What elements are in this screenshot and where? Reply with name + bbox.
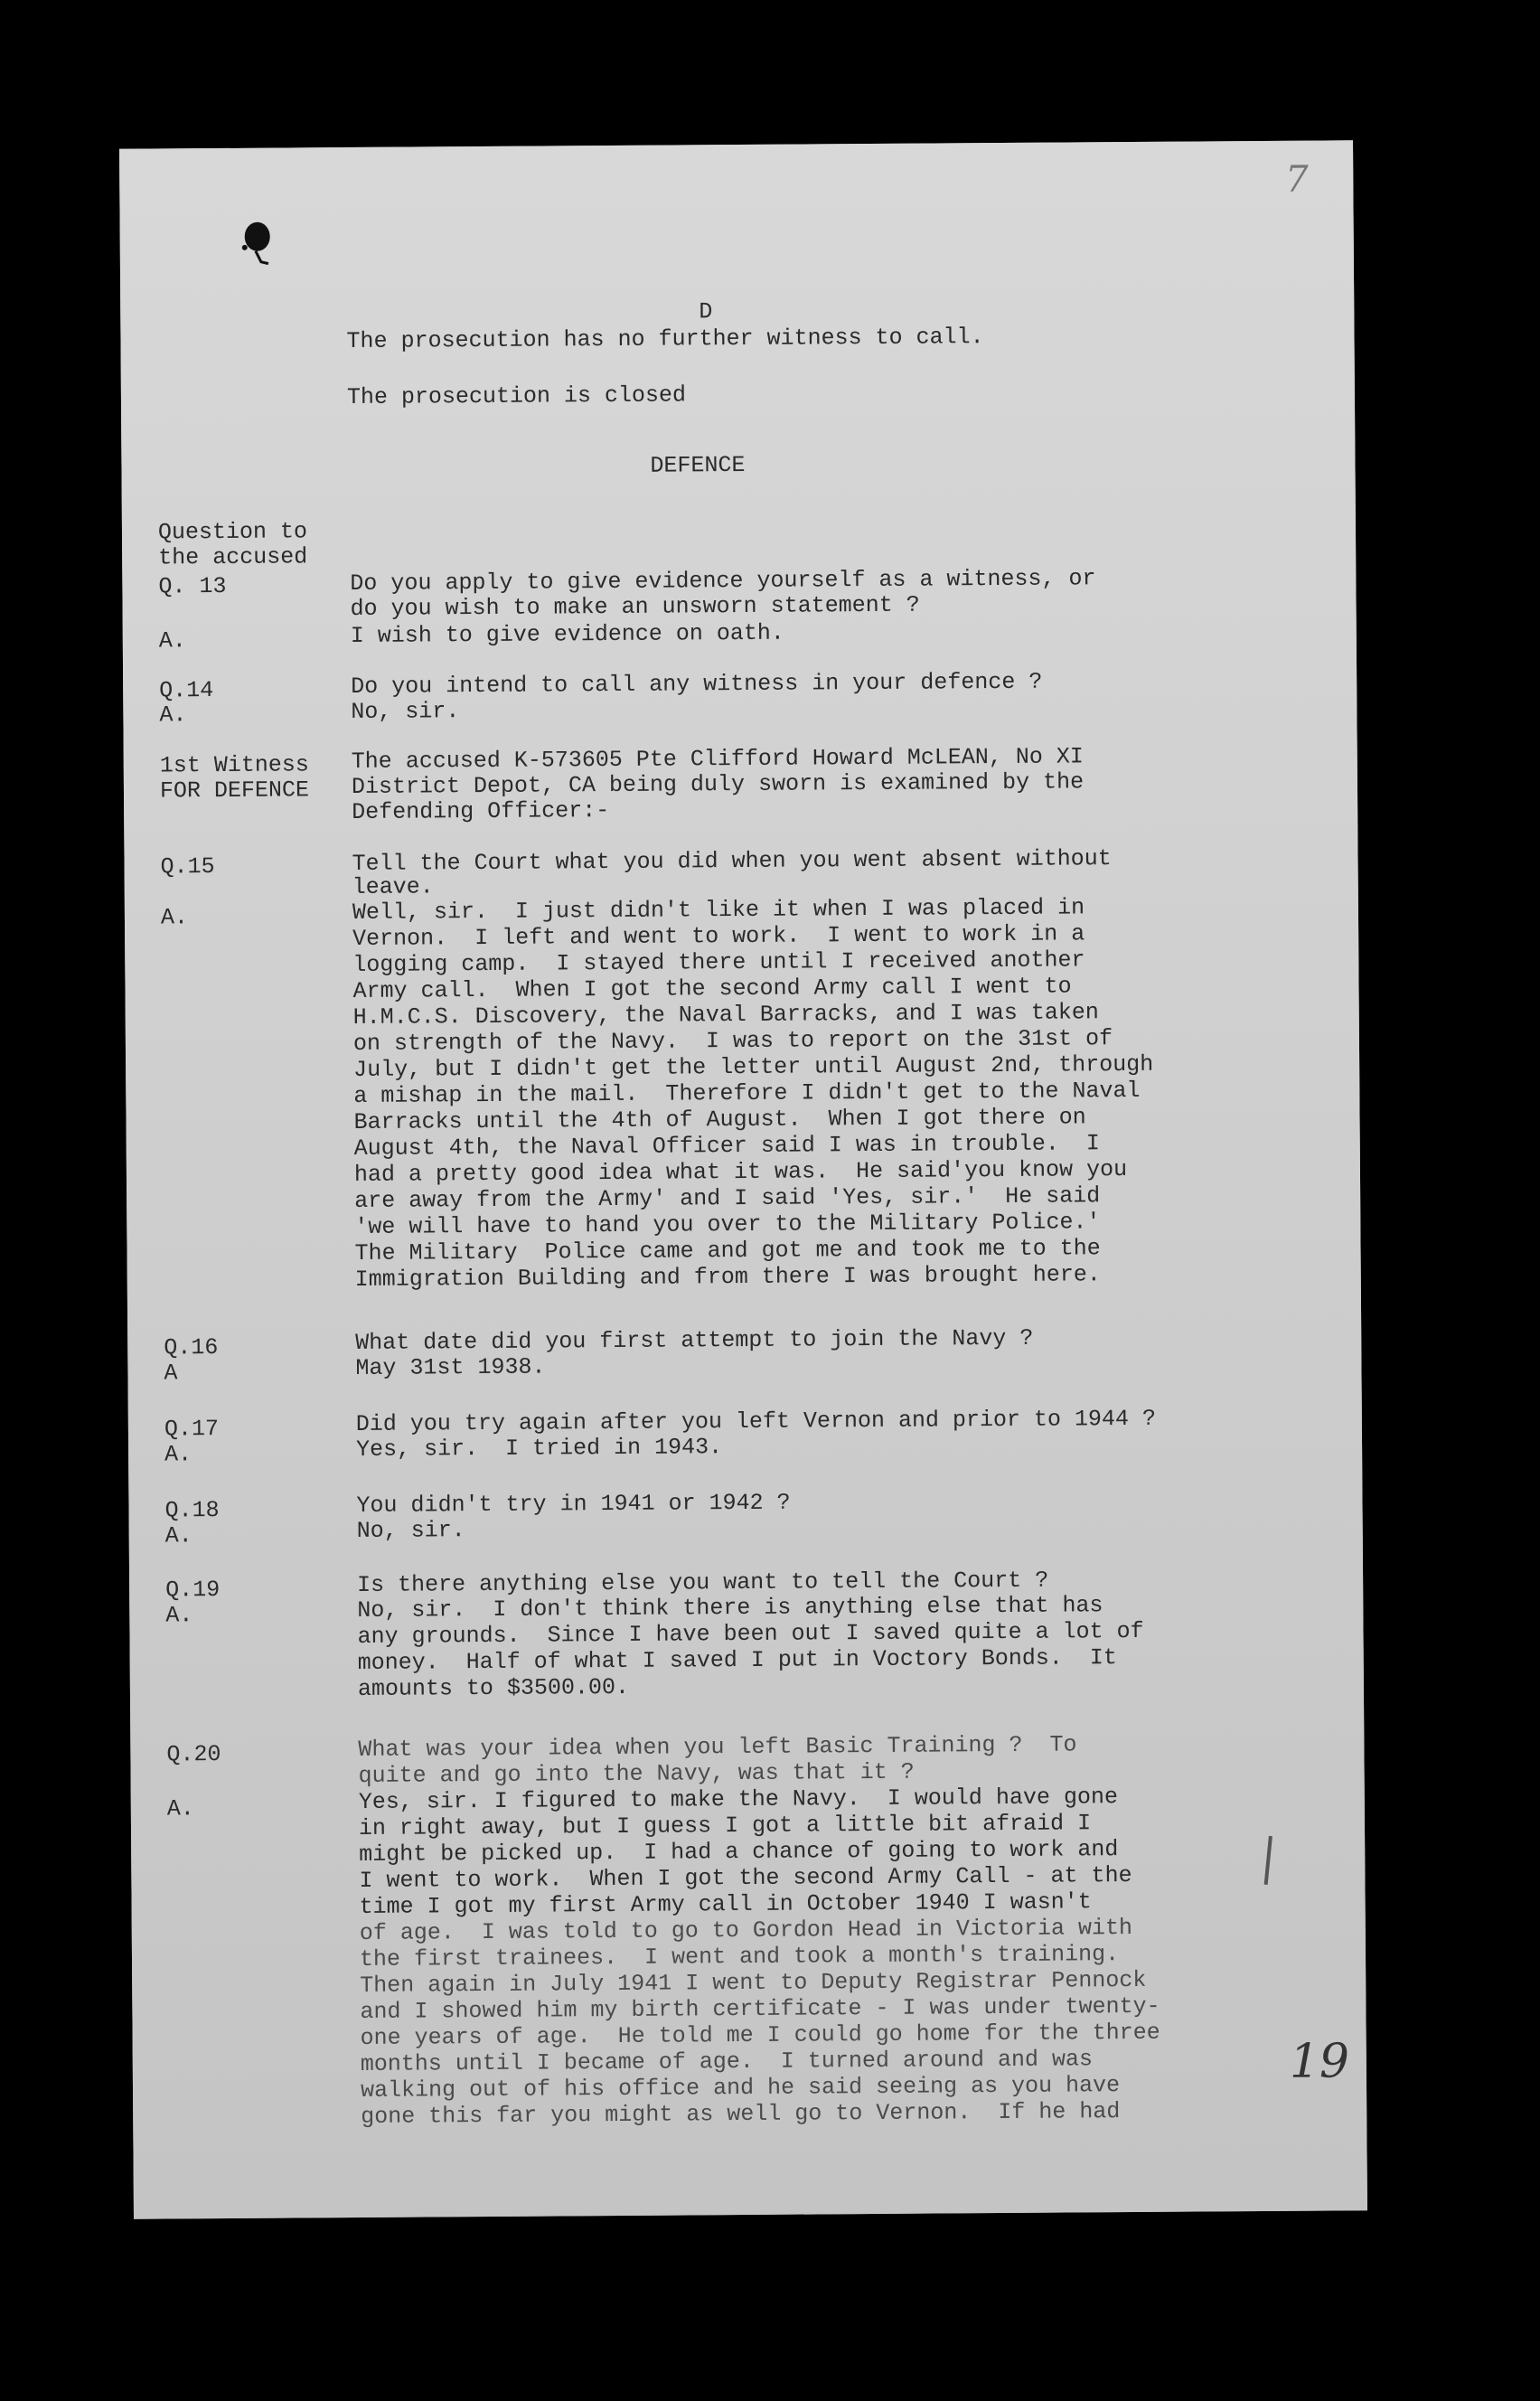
answer-text: I went to work. When I got the second Army Call - at the bbox=[359, 1862, 1132, 1894]
answer-text: time I got my first Army call in October 1940 I wasn't bbox=[359, 1888, 1092, 1920]
page-mark: 7 bbox=[1285, 158, 1309, 201]
question-text: Do you intend to call any witness in your defence ? bbox=[351, 668, 1043, 701]
question-text: do you wish to make an unsworn statement ? bbox=[350, 591, 920, 623]
intro-line-2: The prosecution is closed bbox=[346, 381, 687, 411]
question-text: Tell the Court what you did when you went absent without bbox=[352, 845, 1112, 878]
answer-text: on strength of the Navy. I was to report on the 31st of bbox=[352, 1025, 1113, 1058]
margin-label: FOR DEFENCE bbox=[159, 777, 310, 805]
ink-blot-icon bbox=[238, 221, 274, 266]
answer-text: No, sir. I don't think there is anything else that has bbox=[357, 1592, 1103, 1624]
question-text: leave. bbox=[352, 873, 434, 901]
margin-label: 1st Witness bbox=[159, 751, 309, 779]
margin-label: A. bbox=[159, 701, 187, 729]
answer-text: July, but I didn't get the letter until August 2nd, through bbox=[353, 1050, 1154, 1084]
margin-label: Q.16 bbox=[164, 1334, 219, 1361]
answer-text: logging camp. I stayed there until I received another bbox=[352, 946, 1085, 979]
answer-text: H.M.C.S. Discovery, the Naval Barracks, and I was taken bbox=[352, 999, 1099, 1031]
margin-label: the accused bbox=[158, 543, 308, 571]
margin-label: A. bbox=[164, 1441, 192, 1468]
answer-text: Vernon. I left and went to work. I went to work in a bbox=[352, 920, 1085, 953]
margin-label: Q.15 bbox=[160, 853, 215, 880]
handwritten-page-number: 19 bbox=[1289, 2034, 1350, 2089]
question-text: Do you apply to give evidence yourself as a witness, or bbox=[350, 565, 1096, 598]
answer-text: No, sir. bbox=[351, 698, 460, 726]
answer-text: Well, sir. I just didn't like it when I was placed in bbox=[352, 894, 1085, 927]
margin-label: Q. 13 bbox=[158, 572, 227, 600]
margin-label: Q.19 bbox=[165, 1577, 221, 1604]
answer-text: one years of age. He told me I could go home for the three bbox=[360, 2019, 1160, 2051]
answer-text: in right away, but I guess I got a little bit afraid I bbox=[358, 1810, 1092, 1841]
answer-text: 'we will have to hand you over to the Military Police.' bbox=[354, 1209, 1101, 1241]
answer-text: amounts to $3500.00. bbox=[357, 1673, 630, 1702]
margin-label: Q.20 bbox=[166, 1741, 221, 1768]
question-text: Did you try again after you left Vernon and prior to 1944 ? bbox=[355, 1405, 1157, 1437]
answer-text: money. Half of what I saved I put in Voctory Bonds. It bbox=[357, 1644, 1117, 1676]
answer-text: gone this far you might as well go to Vernon. If he had bbox=[361, 2098, 1121, 2130]
margin-label: Question to bbox=[157, 518, 308, 546]
answer-text: Then again in July 1941 I went to Deputy Registrar Pennock bbox=[360, 1966, 1147, 1999]
margin-label: A. bbox=[165, 1602, 193, 1629]
answer-text: May 31st 1938. bbox=[355, 1353, 546, 1382]
margin-label: Q.14 bbox=[159, 677, 214, 704]
witness-text: Defending Officer:- bbox=[352, 797, 610, 826]
answer-text: months until I became of age. I turned around and was bbox=[360, 2046, 1094, 2077]
witness-text: The accused K-573605 Pte Clifford Howard McLEAN, No XI bbox=[351, 743, 1084, 776]
answer-text: Army call. When I got the second Army call I went to bbox=[352, 973, 1072, 1005]
answer-text: I wish to give evidence on oath. bbox=[350, 619, 784, 650]
margin-label: A bbox=[164, 1360, 178, 1387]
question-text: What date did you first attempt to join the Navy ? bbox=[355, 1324, 1034, 1357]
section-letter: D bbox=[699, 298, 713, 325]
answer-text: Yes, sir. I tried in 1943. bbox=[355, 1434, 723, 1463]
answer-text: of age. I was told to go to Gordon Head in Victoria with bbox=[359, 1915, 1133, 1946]
answer-text: might be picked up. I had a chance of going to work and bbox=[359, 1836, 1119, 1868]
margin-stroke bbox=[1264, 1836, 1272, 1885]
answer-text: August 4th, the Naval Officer said I was in trouble. I bbox=[353, 1130, 1100, 1163]
answer-text: Barracks until the 4th of August. When I got there on bbox=[353, 1104, 1086, 1136]
answer-text: the first trainees. I went and took a month's training. bbox=[359, 1941, 1120, 1973]
question-text: You didn't try in 1941 or 1942 ? bbox=[356, 1489, 791, 1519]
answer-text: and I showed him my birth certificate - I was under twenty- bbox=[360, 1992, 1160, 2025]
witness-text: District Depot, CA being duly sworn is examined by the bbox=[351, 768, 1085, 801]
section-heading: DEFENCE bbox=[650, 451, 746, 479]
transcript bbox=[119, 140, 1367, 2218]
intro-line-1: The prosecution has no further witness to call. bbox=[346, 324, 984, 355]
answer-text: any grounds. Since I have been out I saved quite a lot of bbox=[357, 1617, 1144, 1650]
question-text: Is there anything else you want to tell the Court ? bbox=[357, 1567, 1049, 1598]
margin-label: A. bbox=[164, 1522, 192, 1549]
answer-text: The Military Police came and got me and took me to the bbox=[354, 1235, 1101, 1267]
margin-label: A. bbox=[160, 904, 189, 931]
margin-label: Q.18 bbox=[164, 1497, 220, 1524]
answer-text: Yes, sir. I figured to make the Navy. I would have gone bbox=[358, 1784, 1119, 1815]
question-text: quite and go into the Navy, was that it ? bbox=[358, 1758, 915, 1789]
answer-text: are away from the Army' and I said 'Yes, sir.' He said bbox=[354, 1182, 1101, 1215]
answer-text: had a pretty good idea what it was. He said'you know you bbox=[353, 1156, 1128, 1189]
margin-label: A. bbox=[166, 1795, 194, 1822]
answer-text: Immigration Building and from there I was brought here. bbox=[354, 1261, 1101, 1294]
answer-text: walking out of his office and he said seeing as you have bbox=[360, 2072, 1121, 2104]
document-page bbox=[119, 140, 1367, 2218]
answer-text: No, sir. bbox=[356, 1517, 465, 1544]
margin-label: A. bbox=[158, 627, 186, 654]
margin-label: Q.17 bbox=[164, 1416, 220, 1443]
answer-text: a mishap in the mail. Therefore I didn't get to the Naval bbox=[353, 1077, 1141, 1110]
question-text: What was your idea when you left Basic Training ? To bbox=[358, 1731, 1077, 1763]
